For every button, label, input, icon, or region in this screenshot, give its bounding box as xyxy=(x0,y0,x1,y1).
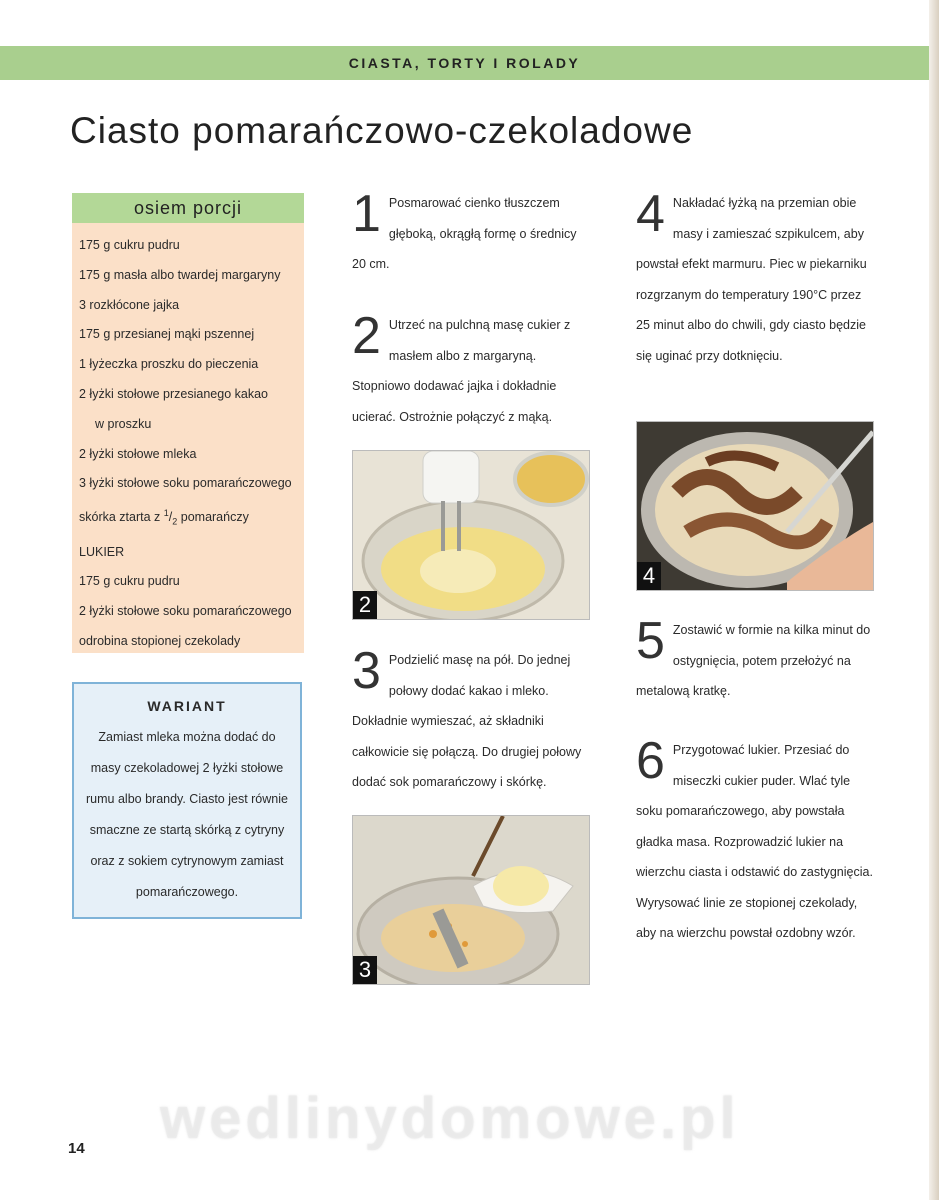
step-number: 3 xyxy=(352,642,381,700)
variant-heading: WARIANT xyxy=(147,698,227,714)
step-1 xyxy=(352,185,592,280)
ingredient-item: w proszku xyxy=(95,416,152,431)
variant-text: Zamiast mleka można dodać do masy czekoladowej 2 łyżki stołowe rumu albo brandy. Ciasto jest równie smaczne ze startą skórką z cytryny oraz z sokiem cytrynowym zamiast pomarańczowego. xyxy=(86,730,288,899)
step-5 xyxy=(636,612,876,707)
ingredient-text-suffix: pomarańczy xyxy=(177,510,249,525)
ingredient-item: 3 rozkłócone jajka xyxy=(79,297,180,312)
ingredient-list xyxy=(72,223,304,657)
page-edge-shadow xyxy=(929,0,939,1200)
servings-heading: osiem porcji xyxy=(72,193,304,223)
variant-box xyxy=(72,682,302,919)
section-header-band xyxy=(0,46,929,80)
step-4-photo xyxy=(636,421,874,591)
ingredient-text: skórka ztarta z xyxy=(79,510,161,525)
step-number: 4 xyxy=(636,185,665,243)
step-6 xyxy=(636,732,876,949)
ingredient-item: 175 g cukru pudru xyxy=(79,574,180,589)
marble-batter-image xyxy=(637,422,873,590)
juicer-bowl-image xyxy=(353,816,589,984)
ingredient-item: 175 g przesianej mąki pszennej xyxy=(79,327,255,342)
icing-subheading: LUKIER xyxy=(79,544,125,559)
step-number: 2 xyxy=(352,307,381,365)
step-number: 6 xyxy=(636,732,665,790)
step-2 xyxy=(352,307,590,432)
ingredient-item: 175 g masła albo twardej margaryny xyxy=(79,267,281,282)
step-4 xyxy=(636,185,876,371)
step-text: Nakładać łyżką na przemian obie masy i zamieszać szpikulcem, aby powstał efekt marmuru. Piec w piekarniku rozgrzanym do temperatury 190°C przez 25 minut albo do chwili, gdy ciasto będzie się uginać przy dotknięciu. xyxy=(636,196,867,363)
photo-badge: 3 xyxy=(353,956,377,984)
step-2-photo xyxy=(352,450,590,620)
ingredient-item: 2 łyżki stołowe soku pomarańczowego xyxy=(79,604,292,619)
ingredient-item: odrobina stopionej czekolady xyxy=(79,634,241,649)
step-number: 5 xyxy=(636,612,665,670)
ingredient-item: 2 łyżki stołowe mleka xyxy=(79,446,197,461)
ingredients-panel xyxy=(72,193,304,653)
step-3-photo xyxy=(352,815,590,985)
photo-badge: 4 xyxy=(637,562,661,590)
ingredient-item: 1 łyżeczka proszku do pieczenia xyxy=(79,357,259,372)
ingredient-item: skórka ztarta z $^1/_2$ pomarańczy xyxy=(79,508,249,527)
step-text: Zostawić w formie na kilka minut do ostygnięcia, potem przełożyć na metalową kratkę. xyxy=(636,623,871,698)
section-title: CIASTA, TORTY I ROLADY xyxy=(348,55,581,71)
photo-badge: 2 xyxy=(353,591,377,619)
step-text: Posmarować cienko tłuszczem głęboką, okrągłą formę o średnicy 20 cm. xyxy=(352,196,577,271)
watermark: wedlinydomowe.pl xyxy=(160,1086,740,1151)
mixing-bowl-image xyxy=(353,451,589,619)
fraction-numerator: 1 xyxy=(163,508,169,519)
ingredient-item: 3 łyżki stołowe soku pomarańczowego xyxy=(79,476,292,491)
page-number: 14 xyxy=(68,1140,85,1157)
fraction-denominator: 2 xyxy=(172,516,178,527)
step-number: 1 xyxy=(352,185,381,243)
step-text: Podzielić masę na pół. Do jednej połowy dodać kakao i mleko. Dokładnie wymieszać, aż składniki całkowicie się połączą. Do drugiej połowy dodać sok pomarańczowy i skórkę. xyxy=(352,653,582,789)
step-text: Utrzeć na pulchną masę cukier z masłem albo z margaryną. Stopniowo dodawać jajka i dokładnie ucierać. Ostrożnie połączyć z mąką. xyxy=(352,318,571,424)
step-text: Przygotować lukier. Przesiać do miseczki cukier puder. Wlać tyle soku pomarańczowego, aby powstała gładka masa. Rozprowadzić lukier na wierzchu ciasta i odstawić do zastygnięcia. Wyrysować linie ze stopionej czekolady, aby na wierzchu powstał ozdobny wzór. xyxy=(636,743,873,940)
ingredient-item: 175 g cukru pudru xyxy=(79,238,180,252)
ingredient-item: 2 łyżki stołowe przesianego kakao xyxy=(79,386,268,401)
recipe-title: Ciasto pomarańczowo-czekoladowe xyxy=(70,110,694,151)
step-3 xyxy=(352,642,590,798)
